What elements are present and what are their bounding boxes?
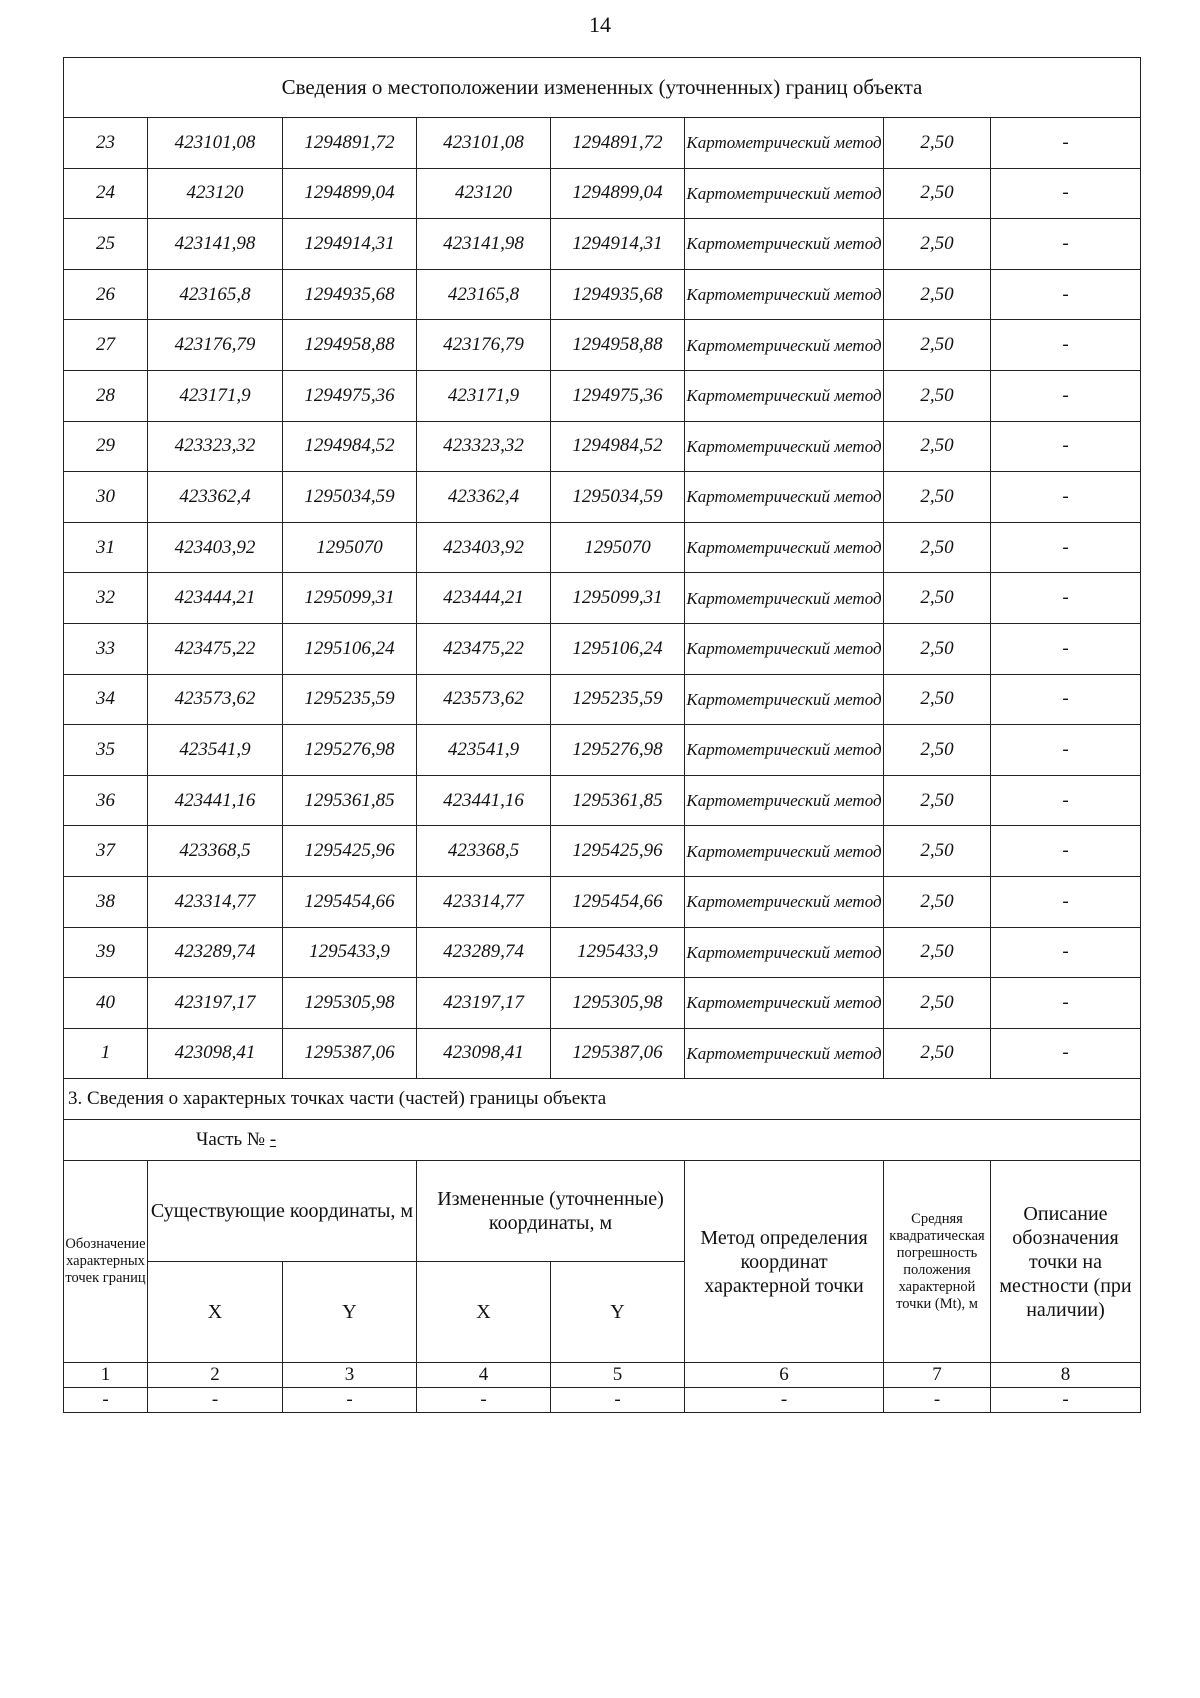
mt-cell: 2,50	[884, 269, 991, 320]
point-number-cell: 27	[64, 320, 148, 371]
changed-y-cell: 1295034,59	[551, 472, 685, 523]
column-number: 5	[551, 1363, 685, 1388]
mt-cell: 2,50	[884, 472, 991, 523]
column-number: 3	[283, 1363, 417, 1388]
point-number-cell: 23	[64, 118, 148, 169]
changed-x-cell: 423323,32	[417, 421, 551, 472]
description-cell: -	[991, 269, 1141, 320]
existing-y-cell: 1295425,96	[283, 826, 417, 877]
changed-y-cell: 1295276,98	[551, 725, 685, 776]
description-cell: -	[991, 775, 1141, 826]
existing-y-cell: 1295235,59	[283, 674, 417, 725]
part-row	[64, 1120, 1141, 1161]
existing-x-cell: 423176,79	[148, 320, 283, 371]
table-row	[64, 927, 1141, 978]
description-cell: -	[991, 421, 1141, 472]
column-number: 1	[64, 1363, 148, 1388]
table-row	[64, 421, 1141, 472]
changed-x-cell: 423289,74	[417, 927, 551, 978]
table-row	[64, 1388, 1141, 1413]
part-value: -	[269, 1129, 277, 1151]
mt-cell: 2,50	[884, 674, 991, 725]
existing-y-cell: 1295106,24	[283, 623, 417, 674]
table-row	[64, 370, 1141, 421]
method-cell: Картометрический метод	[685, 573, 884, 624]
changed-y-cell: 1295235,59	[551, 674, 685, 725]
mt-cell: 2,50	[884, 219, 991, 270]
existing-x-cell: 423101,08	[148, 118, 283, 169]
table-row	[64, 674, 1141, 725]
changed-y-cell: 1294914,31	[551, 219, 685, 270]
changed-x-cell: 423165,8	[417, 269, 551, 320]
description-cell: -	[991, 927, 1141, 978]
header-method: Метод определения координат характерной точки	[685, 1161, 884, 1363]
header-mt: Средняя квадратическая погрешность положения характерной точки (Mt), м	[884, 1161, 991, 1363]
description-cell: -	[991, 876, 1141, 927]
mt-cell: 2,50	[884, 623, 991, 674]
section3-title: 3. Сведения о характерных точках части (частей) границы объекта	[64, 1079, 1141, 1120]
description-cell: -	[991, 118, 1141, 169]
method-cell: Картометрический метод	[685, 522, 884, 573]
empty-cell: -	[64, 1388, 148, 1413]
changed-x-cell: 423197,17	[417, 978, 551, 1029]
description-cell: -	[991, 168, 1141, 219]
column-number: 6	[685, 1363, 884, 1388]
empty-cell: -	[884, 1388, 991, 1413]
section3-title-row	[64, 1079, 1141, 1120]
column-numbers-row	[64, 1363, 1141, 1388]
description-cell: -	[991, 472, 1141, 523]
description-cell: -	[991, 725, 1141, 776]
table-row	[64, 725, 1141, 776]
existing-y-cell: 1295454,66	[283, 876, 417, 927]
table-row	[64, 826, 1141, 877]
changed-y-cell: 1295361,85	[551, 775, 685, 826]
table-row	[64, 978, 1141, 1029]
point-number-cell: 30	[64, 472, 148, 523]
changed-x-cell: 423101,08	[417, 118, 551, 169]
mt-cell: 2,50	[884, 320, 991, 371]
existing-x-cell: 423475,22	[148, 623, 283, 674]
table-row	[64, 118, 1141, 169]
mt-cell: 2,50	[884, 168, 991, 219]
point-number-cell: 32	[64, 573, 148, 624]
table-row	[64, 775, 1141, 826]
existing-y-cell: 1295034,59	[283, 472, 417, 523]
existing-x-cell: 423289,74	[148, 927, 283, 978]
existing-y-cell: 1294935,68	[283, 269, 417, 320]
point-number-cell: 34	[64, 674, 148, 725]
changed-x-cell: 423573,62	[417, 674, 551, 725]
header-description: Описание обозначения точки на местности (при наличии)	[991, 1161, 1141, 1363]
existing-y-cell: 1295387,06	[283, 1028, 417, 1079]
changed-y-cell: 1295387,06	[551, 1028, 685, 1079]
header-x2: X	[417, 1262, 551, 1363]
method-cell: Картометрический метод	[685, 826, 884, 877]
changed-x-cell: 423120	[417, 168, 551, 219]
header-changed-coordinates: Измененные (уточненные) координаты, м	[417, 1161, 685, 1262]
empty-cell: -	[417, 1388, 551, 1413]
mt-cell: 2,50	[884, 522, 991, 573]
changed-y-cell: 1295106,24	[551, 623, 685, 674]
point-number-cell: 39	[64, 927, 148, 978]
changed-y-cell: 1295070	[551, 522, 685, 573]
changed-y-cell: 1294984,52	[551, 421, 685, 472]
existing-x-cell: 423098,41	[148, 1028, 283, 1079]
point-number-cell: 1	[64, 1028, 148, 1079]
existing-y-cell: 1295070	[283, 522, 417, 573]
method-cell: Картометрический метод	[685, 623, 884, 674]
mt-cell: 2,50	[884, 725, 991, 776]
existing-x-cell: 423165,8	[148, 269, 283, 320]
point-number-cell: 31	[64, 522, 148, 573]
existing-y-cell: 1295305,98	[283, 978, 417, 1029]
point-number-cell: 38	[64, 876, 148, 927]
changed-x-cell: 423176,79	[417, 320, 551, 371]
existing-y-cell: 1295099,31	[283, 573, 417, 624]
method-cell: Картометрический метод	[685, 118, 884, 169]
method-cell: Картометрический метод	[685, 876, 884, 927]
changed-x-cell: 423314,77	[417, 876, 551, 927]
point-number-cell: 37	[64, 826, 148, 877]
mt-cell: 2,50	[884, 978, 991, 1029]
changed-y-cell: 1294891,72	[551, 118, 685, 169]
description-cell: -	[991, 370, 1141, 421]
mt-cell: 2,50	[884, 421, 991, 472]
changed-y-cell: 1295099,31	[551, 573, 685, 624]
description-cell: -	[991, 978, 1141, 1029]
header-y1: Y	[283, 1262, 417, 1363]
changed-x-cell: 423441,16	[417, 775, 551, 826]
changed-x-cell: 423141,98	[417, 219, 551, 270]
table-row	[64, 522, 1141, 573]
point-number-cell: 28	[64, 370, 148, 421]
empty-cell: -	[148, 1388, 283, 1413]
existing-y-cell: 1294958,88	[283, 320, 417, 371]
description-cell: -	[991, 573, 1141, 624]
changed-y-cell: 1294958,88	[551, 320, 685, 371]
existing-x-cell: 423444,21	[148, 573, 283, 624]
changed-y-cell: 1295305,98	[551, 978, 685, 1029]
existing-y-cell: 1295276,98	[283, 725, 417, 776]
existing-x-cell: 423368,5	[148, 826, 283, 877]
column-number: 4	[417, 1363, 551, 1388]
method-cell: Картометрический метод	[685, 219, 884, 270]
mt-cell: 2,50	[884, 118, 991, 169]
mt-cell: 2,50	[884, 826, 991, 877]
table-title: Сведения о местоположении измененных (уточненных) границ объекта	[64, 58, 1141, 118]
changed-x-cell: 423541,9	[417, 725, 551, 776]
table-row	[64, 168, 1141, 219]
header-designation: Обозначение характерных точек границ	[64, 1161, 148, 1363]
existing-y-cell: 1294891,72	[283, 118, 417, 169]
existing-x-cell: 423362,4	[148, 472, 283, 523]
mt-cell: 2,50	[884, 775, 991, 826]
existing-y-cell: 1294899,04	[283, 168, 417, 219]
mt-cell: 2,50	[884, 876, 991, 927]
table-row	[64, 269, 1141, 320]
changed-x-cell: 423098,41	[417, 1028, 551, 1079]
empty-cell: -	[685, 1388, 884, 1413]
changed-y-cell: 1295433,9	[551, 927, 685, 978]
point-number-cell: 33	[64, 623, 148, 674]
table-row	[64, 1028, 1141, 1079]
table-row	[64, 573, 1141, 624]
mt-cell: 2,50	[884, 1028, 991, 1079]
method-cell: Картометрический метод	[685, 472, 884, 523]
existing-y-cell: 1295361,85	[283, 775, 417, 826]
part-label: Часть №	[196, 1129, 266, 1151]
existing-x-cell: 423120	[148, 168, 283, 219]
changed-x-cell: 423171,9	[417, 370, 551, 421]
existing-y-cell: 1295433,9	[283, 927, 417, 978]
empty-cell: -	[551, 1388, 685, 1413]
method-cell: Картометрический метод	[685, 674, 884, 725]
point-number-cell: 24	[64, 168, 148, 219]
existing-x-cell: 423541,9	[148, 725, 283, 776]
existing-y-cell: 1294975,36	[283, 370, 417, 421]
mt-cell: 2,50	[884, 927, 991, 978]
method-cell: Картометрический метод	[685, 978, 884, 1029]
section3-header-row	[64, 1161, 1141, 1262]
point-number-cell: 25	[64, 219, 148, 270]
method-cell: Картометрический метод	[685, 1028, 884, 1079]
existing-x-cell: 423141,98	[148, 219, 283, 270]
table-title-row	[64, 58, 1141, 118]
table-row	[64, 320, 1141, 371]
point-number-cell: 35	[64, 725, 148, 776]
table-row	[64, 472, 1141, 523]
existing-y-cell: 1294914,31	[283, 219, 417, 270]
changed-x-cell: 423403,92	[417, 522, 551, 573]
changed-x-cell: 423368,5	[417, 826, 551, 877]
empty-cell: -	[283, 1388, 417, 1413]
method-cell: Картометрический метод	[685, 320, 884, 371]
column-number: 7	[884, 1363, 991, 1388]
description-cell: -	[991, 1028, 1141, 1079]
point-number-cell: 40	[64, 978, 148, 1029]
existing-x-cell: 423441,16	[148, 775, 283, 826]
changed-x-cell: 423362,4	[417, 472, 551, 523]
description-cell: -	[991, 623, 1141, 674]
description-cell: -	[991, 522, 1141, 573]
header-y2: Y	[551, 1262, 685, 1363]
changed-y-cell: 1295454,66	[551, 876, 685, 927]
method-cell: Картометрический метод	[685, 421, 884, 472]
changed-y-cell: 1295425,96	[551, 826, 685, 877]
method-cell: Картометрический метод	[685, 269, 884, 320]
changed-y-cell: 1294975,36	[551, 370, 685, 421]
changed-y-cell: 1294935,68	[551, 269, 685, 320]
table-row	[64, 876, 1141, 927]
table-row	[64, 219, 1141, 270]
method-cell: Картометрический метод	[685, 370, 884, 421]
column-number: 2	[148, 1363, 283, 1388]
description-cell: -	[991, 826, 1141, 877]
method-cell: Картометрический метод	[685, 725, 884, 776]
coordinates-table	[63, 57, 1141, 1413]
existing-x-cell: 423197,17	[148, 978, 283, 1029]
header-existing-coordinates: Существующие координаты, м	[148, 1161, 417, 1262]
method-cell: Картометрический метод	[685, 927, 884, 978]
description-cell: -	[991, 219, 1141, 270]
column-number: 8	[991, 1363, 1141, 1388]
point-number-cell: 29	[64, 421, 148, 472]
table-row	[64, 623, 1141, 674]
existing-x-cell: 423171,9	[148, 370, 283, 421]
existing-x-cell: 423573,62	[148, 674, 283, 725]
description-cell: -	[991, 320, 1141, 371]
part-cell	[64, 1120, 1141, 1161]
empty-cell: -	[991, 1388, 1141, 1413]
existing-y-cell: 1294984,52	[283, 421, 417, 472]
description-cell: -	[991, 674, 1141, 725]
changed-y-cell: 1294899,04	[551, 168, 685, 219]
page-number: 14	[589, 12, 611, 37]
method-cell: Картометрический метод	[685, 168, 884, 219]
mt-cell: 2,50	[884, 573, 991, 624]
method-cell: Картометрический метод	[685, 775, 884, 826]
header-x1: X	[148, 1262, 283, 1363]
point-number-cell: 36	[64, 775, 148, 826]
existing-x-cell: 423323,32	[148, 421, 283, 472]
changed-x-cell: 423475,22	[417, 623, 551, 674]
changed-x-cell: 423444,21	[417, 573, 551, 624]
existing-x-cell: 423314,77	[148, 876, 283, 927]
existing-x-cell: 423403,92	[148, 522, 283, 573]
mt-cell: 2,50	[884, 370, 991, 421]
point-number-cell: 26	[64, 269, 148, 320]
